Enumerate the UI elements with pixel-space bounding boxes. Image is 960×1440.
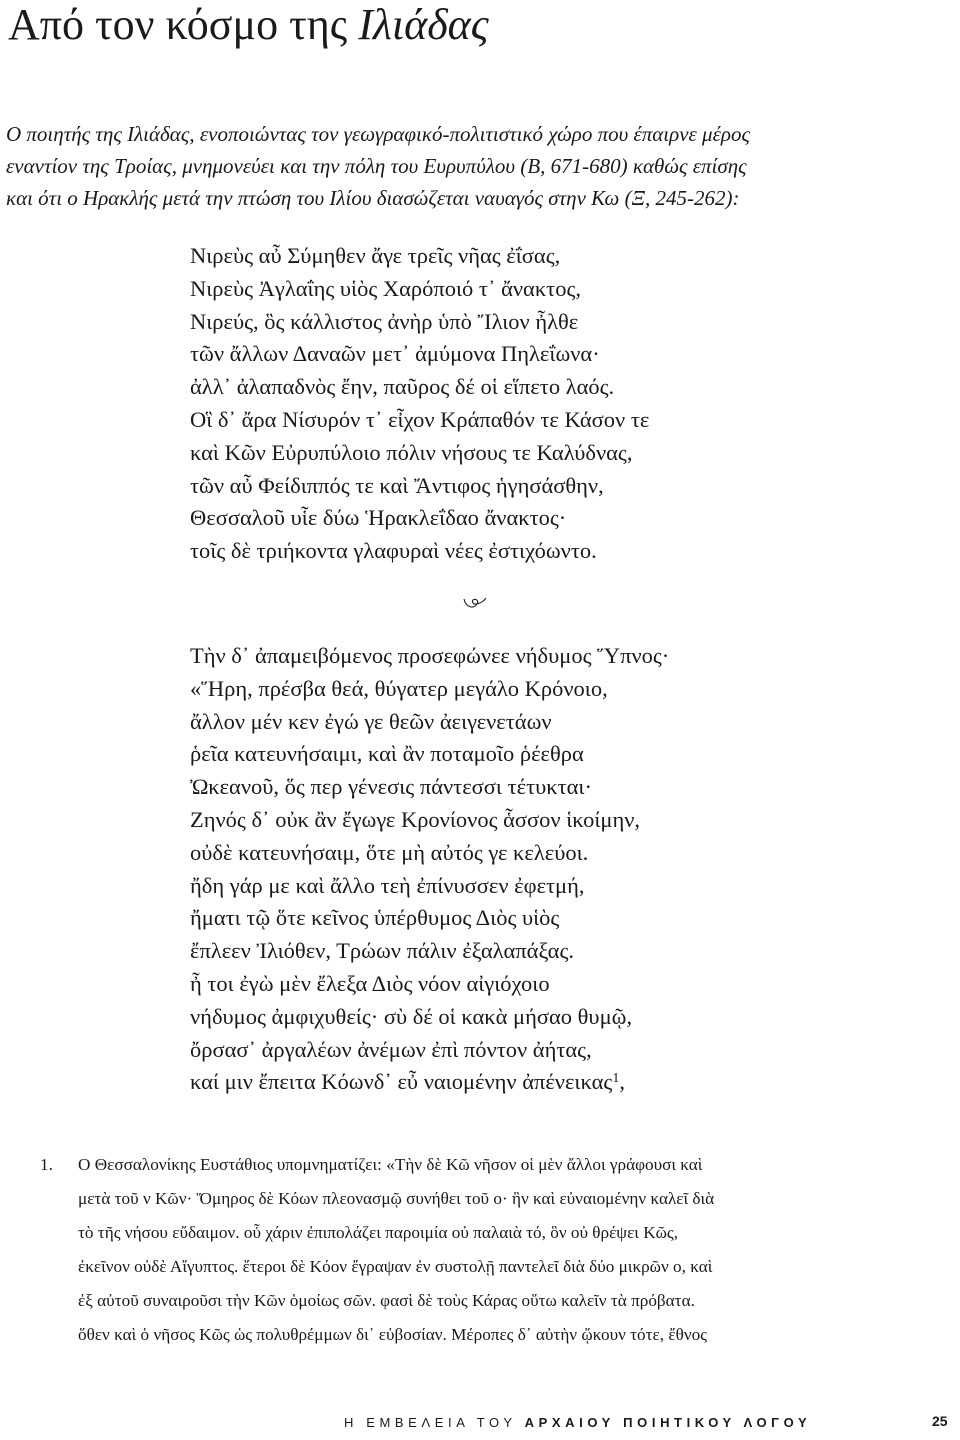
verse-line: Νιρεὺς Ἀγλαΐης υἱὸς Χαρόποιό τ᾽ ἄνακτος,	[190, 275, 582, 301]
verse-line: Τὴν δ᾽ ἀπαμειβόμενος προσεφώνεε νήδυμος Ὕπνος·	[190, 643, 670, 668]
verse-line: ἤδη γάρ με καὶ ἄλλο τεὴ ἐπίνυσσεν ἐφετμή,	[190, 872, 585, 898]
running-footer-bold: ΑΡΧΑΙΟΥ ΠΟΙΗΤΙΚΟΥ ΛΟΓΟΥ	[524, 1415, 812, 1430]
footnote-body	[78, 1148, 928, 1352]
page-title	[8, 0, 489, 50]
verse-line: Ὠκεανοῦ, ὅς περ γένεσις πάντεσσι τέτυκται·	[190, 774, 592, 800]
page-title-main: Από τον κόσμο της	[8, 0, 348, 49]
verse-line-last	[190, 1066, 669, 1099]
verse-line: τῶν αὖ Φείδιππός τε καὶ Ἄντιφος ἡγησάσθην,	[190, 472, 604, 498]
footnote-reference[interactable]: 1	[612, 1071, 620, 1087]
verse-line: ῥεῖα κατευνήσαιμι, καὶ ἂν ποταμοῖο ῥέεθρα	[190, 741, 584, 767]
verse-line-text: καί μιν ἔπειτα Κόωνδ᾽ εὖ ναιομένην ἀπένεικας	[190, 1069, 613, 1095]
footnote-line: ἐκεῖνον οὐδὲ Αἴγυπτος. ἕτεροι δὲ Κόον ἔγραψαν ἐν συστολῇ παντελεῖ διὰ δύο μικρῶν ο, καὶ	[78, 1257, 713, 1276]
verse-line-punctuation: ,	[619, 1069, 625, 1095]
page-title-italic: Ιλιάδας	[358, 0, 489, 49]
verse-line: τοῖς δὲ τριήκοντα γλαφυραὶ νέες ἐστιχόωντο.	[190, 538, 597, 564]
footnote-line: τὸ τῆς νήσου εὔδαιμον. οὗ χάριν ἐπιπολάζει παροιμία οὐ παλαιὰ τό, ὃν οὐ θρέψει Κῶς,	[78, 1223, 679, 1242]
verse-line: ἦ τοι ἐγὼ μὲν ἔλεξα Διὸς νόον αἰγιόχοιο	[190, 970, 550, 996]
running-footer	[344, 1415, 944, 1431]
verse-line: ὄρσασ᾽ ἀργαλέων ἀνέμων ἐπὶ πόντον ἀήτας,	[190, 1036, 592, 1062]
page-number: 25	[932, 1413, 948, 1429]
verse-block-iliad-hypnos	[190, 640, 669, 1099]
footnote-line: ὅθεν καὶ ὁ νῆσος Κῶς ὡς πολυθρέμμων δι᾽ εὐβοσίαν. Μέροπες δ᾽ αὐτὴν ᾤκουν τότε, ἔθνος	[78, 1325, 707, 1344]
verse-block-iliad-catalogue	[190, 240, 649, 568]
verse-line: ἄλλον μέν κεν ἐγώ γε θεῶν ἀειγενετάων	[190, 708, 552, 734]
running-footer-prefix: Η ΕΜΒΕΛΕΙΑ ΤΟΥ	[344, 1415, 517, 1430]
verse-line: Ζηνός δ᾽ οὐκ ἂν ἔγωγε Κρονίονος ἇσσον ἱκοίμην,	[190, 806, 641, 832]
verse-line: Οἳ δ᾽ ἄρα Νίσυρόν τ᾽ εἶχον Κράπαθόν τε Κάσον τε	[190, 406, 650, 432]
verse-line: ἤματι τῷ ὅτε κεῖνος ὑπέρθυμος Διὸς υἱὸς	[190, 905, 560, 931]
intro-paragraph	[6, 118, 956, 214]
section-ornament-icon	[462, 596, 488, 610]
verse-line: Νιρεὺς αὖ Σύμηθεν ἄγε τρεῖς νῆας ἐΐσας,	[190, 243, 561, 268]
verse-line: «Ἥρη, πρέσβα θεά, θύγατερ μεγάλο Κρόνοιο,	[190, 675, 608, 701]
verse-line: νήδυμος ἀμφιχυθείς· σὺ δέ οἱ κακὰ μήσαο θυμῷ,	[190, 1003, 633, 1029]
intro-line: εναντίον της Τροίας, μνημονεύει και την πόλη του Ευρυπύλου (Β, 671-680) καθώς επίσης	[6, 154, 747, 178]
intro-line: και ότι ο Ηρακλής μετά την πτώση του Ιλίου διασώζεται ναυαγός στην Κω (Ξ, 245-262):	[6, 186, 740, 210]
verse-line: καὶ Κῶν Εὐρυπύλοιο πόλιν νήσους τε Καλύδνας,	[190, 439, 633, 465]
verse-line: Νιρεύς, ὃς κάλλιστος ἀνὴρ ὑπὸ Ἴλιον ἦλθε	[190, 308, 579, 334]
verse-line: τῶν ἄλλων Δαναῶν μετ᾽ ἀμύμονα Πηλεΐωνα·	[190, 341, 600, 367]
footnote-number: 1.	[40, 1155, 53, 1174]
verse-line: ἔπλεεν Ἰλιόθεν, Τρώων πάλιν ἐξαλαπάξας.	[190, 938, 574, 964]
footnote-line: ἐξ αὐτοῦ συναιροῦσι τὴν Κῶν ὁμοίως σῶν. φασὶ δὲ τοὺς Κάρας οὕτω καλεῖν τὰ πρόβατα.	[78, 1291, 695, 1310]
verse-line: ἀλλ᾽ ἀλαπαδνὸς ἔην, παῦρος δέ οἱ εἵπετο λαός.	[190, 374, 615, 400]
intro-line: Ο ποιητής της Ιλιάδας, ενοποιώντας τον γεωγραφικό-πολιτιστικό χώρο που έπαιρνε μέρος	[6, 122, 750, 146]
footnote-line: μετὰ τοῦ ν Κῶν· Ὅμηρος δὲ Κόων πλεονασμῷ συνήθει τοῦ ο· ἣν καὶ εὐναιομένην καλεῖ διὰ	[78, 1189, 715, 1208]
verse-line: Θεσσαλοῦ υἷε δύω Ἡρακλεΐδαο ἄνακτος·	[190, 505, 567, 531]
verse-line: οὐδὲ κατευνήσαιμ, ὅτε μὴ αὐτός γε κελεύοι.	[190, 839, 589, 865]
footnote-line: Ο Θεσσαλονίκης Ευστάθιος υπομνηματίζει: «Τὴν δὲ Κῶ νῆσον οἱ μὲν ἄλλοι γράφουσι καὶ	[78, 1155, 703, 1174]
